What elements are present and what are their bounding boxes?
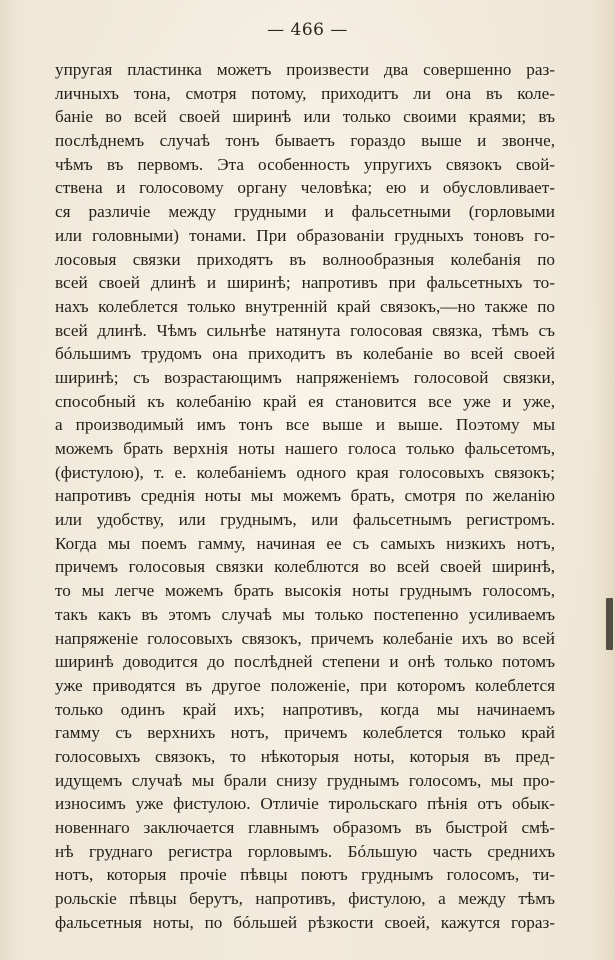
text-line: (фистулою), т. е. колебаніемъ одного края голосовыхъ связокъ; [55,462,555,482]
text-line: всей длинѣ. Чѣмъ сильнѣе натянута голосовая связка, тѣмъ съ [55,320,555,340]
text-line: можемъ брать верхнія ноты нашего голоса только фальсетомъ, [55,439,555,458]
text-line: личныхъ тона, смотря потому, приходитъ ли она въ коле- [55,83,555,103]
text-line: ширинѣ; съ возрастающимъ напряженіемъ голосовой связки, [55,367,555,387]
page-edge-mark [606,598,613,650]
text-line: причемъ голосовыя связки колеблются во всей своей ширинѣ, [55,557,555,577]
text-line: износимъ уже фистулою. Отличіе тирольскаго пѣнія отъ обык- [55,794,555,814]
text-line: напротивъ среднія ноты мы можемъ брать, смотря по желанію [55,486,555,506]
text-line: фальсетныя ноты, по бóльшей рѣзкости своей, кажутся гораз- [55,912,555,932]
text-line: Когда мы поемъ гамму, начиная ее съ самыхъ низкихъ нотъ, [55,533,555,553]
page-number: — 466 — [267,20,348,40]
text-line: ствена и голосовому органу человѣка; ею и обусловливает- [55,178,555,198]
text-line: послѣднемъ случаѣ тонъ бываетъ гораздо выше и звонче, [55,131,555,151]
text-line: баніе во всей своей ширинѣ или только своими краями; въ [55,107,555,127]
text-line: ся различіе между грудными и фальсетными (горловыми [55,202,555,222]
text-line: идущемъ случаѣ мы брали снизу груднымъ голосомъ, мы про- [55,770,555,790]
text-line: бóльшимъ трудомъ она приходитъ въ колебаніе во всей своей [55,344,555,364]
text-line: нѣ груднаго регистра горловымъ. Бóльшую часть среднихъ [55,841,555,861]
text-line: нахъ колеблется только внутренній край связокъ,—но также по [55,296,555,316]
text-line: только одинъ край ихъ; напротивъ, когда мы начинаемъ [55,699,555,719]
text-line: или головными) тонами. При образованіи грудныхъ тоновъ го- [55,225,555,245]
text-line: такъ какъ въ этомъ случаѣ мы только постепенно усиливаемъ [55,604,555,624]
text-line: всей своей длинѣ и ширинѣ; напротивъ при фальсетныхъ то- [55,273,555,293]
text-line: то мы легче можемъ брать высокія ноты груднымъ голосомъ, [55,581,555,601]
text-line: гамму съ верхнихъ нотъ, причемъ колеблется только край [55,723,555,743]
text-line: ширинѣ доводится до послѣдней степени и онѣ только потомъ [55,652,555,672]
body-text [55,58,555,934]
text-line: упругая пластинка можетъ произвести два совершенно раз- [55,60,555,79]
text-line: рольскіе пѣвцы берутъ, напротивъ, фистулою, а между тѣмъ [55,889,555,909]
text-line: новеннаго заключается главнымъ образомъ въ быстрой смѣ- [55,818,555,837]
text-line: способный къ колебанію край ея становится все уже и уже, [55,391,555,411]
text-line: а производимый имъ тонъ все выше и выше. Поэтому мы [55,415,555,435]
text-line: или удобству, или груднымъ, или фальсетнымъ регистромъ. [55,510,555,530]
text-line: уже приводятся въ другое положеніе, при которомъ колеблется [55,675,555,695]
text-line: напряженіе голосовыхъ связокъ, причемъ колебаніе ихъ во всей [55,628,555,648]
text-line: лосовыя связки приходятъ въ волнообразныя колебанія по [55,249,555,269]
text-line: голосовыхъ связокъ, то нѣкоторыя ноты, которыя въ пред- [55,746,555,766]
text-line: нотъ, которыя прочіе пѣвцы поютъ груднымъ голосомъ, ти- [55,865,555,885]
text-line: чѣмъ въ первомъ. Эта особенность упругихъ связокъ свой- [55,154,555,174]
